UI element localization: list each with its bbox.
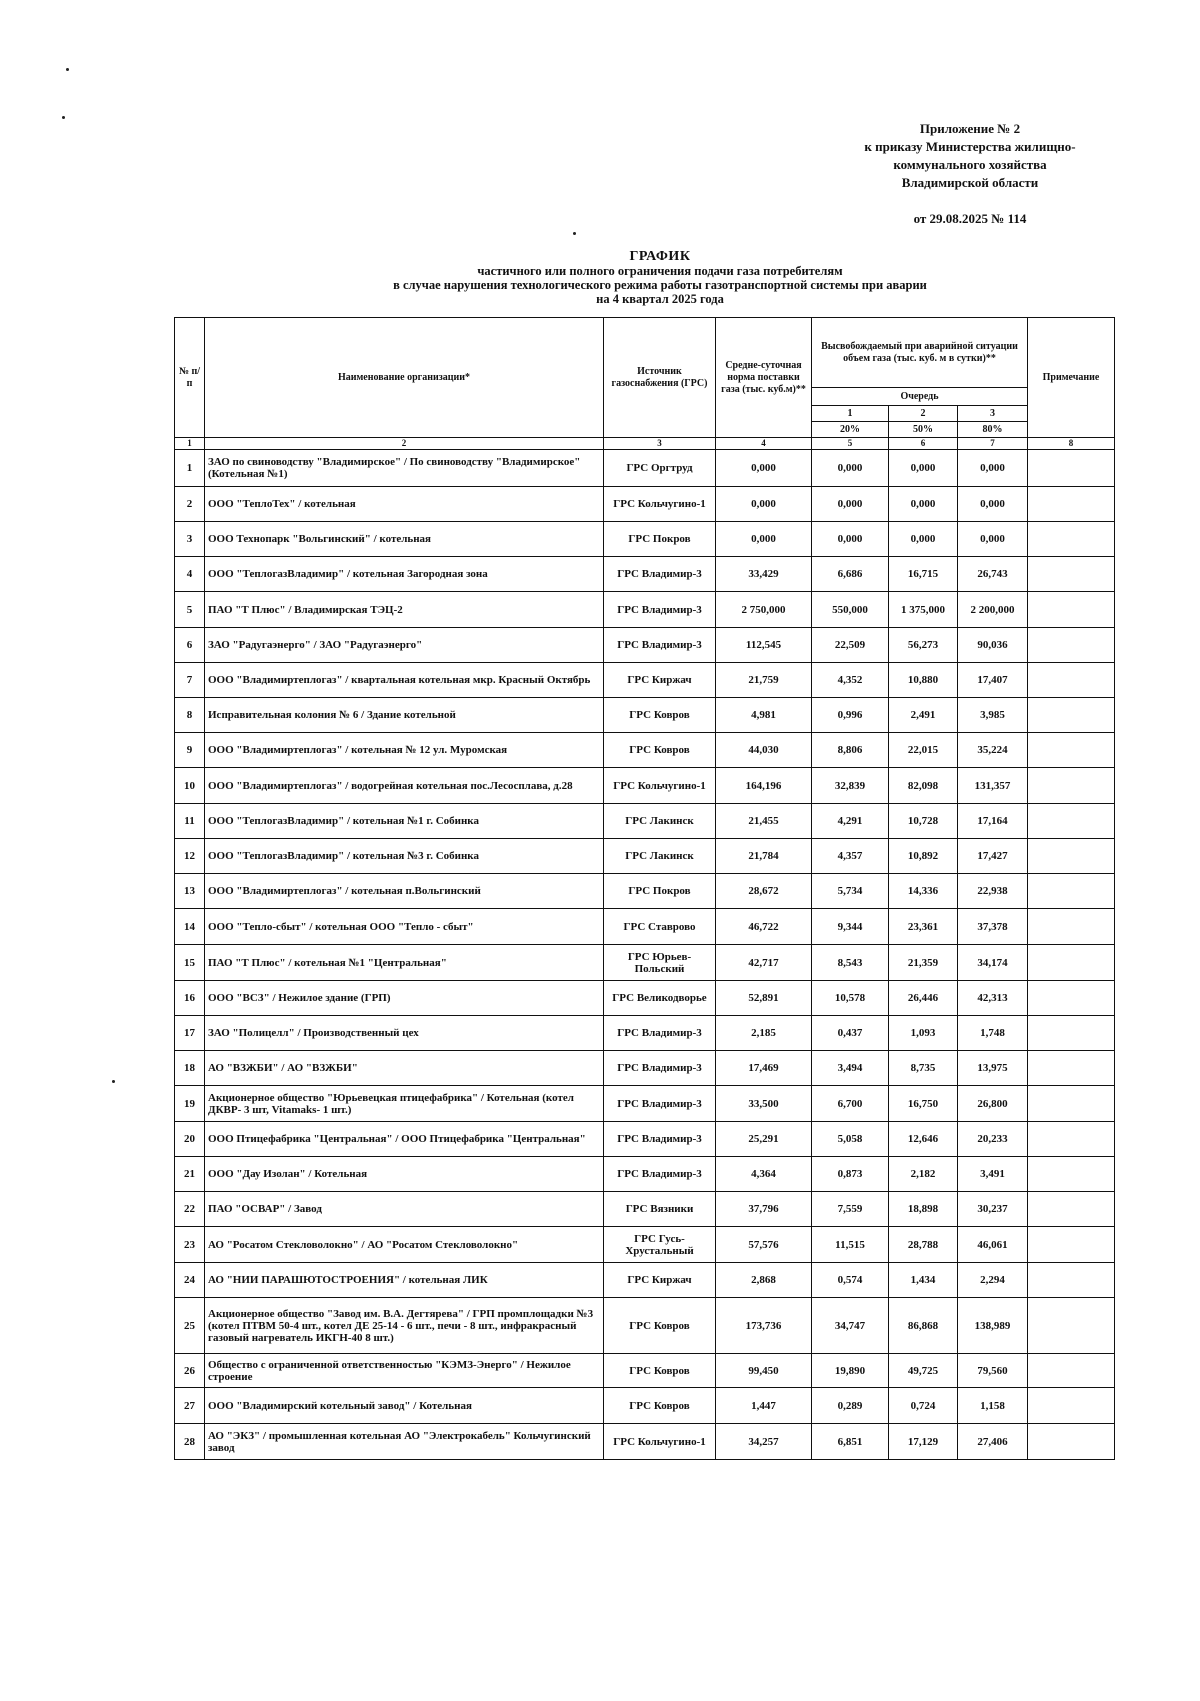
- table-row: [175, 768, 1115, 804]
- note-cell: [1028, 663, 1115, 698]
- queue-1-volume: 0,437: [812, 1016, 889, 1051]
- queue-2-volume: 2,491: [889, 698, 958, 733]
- organization-name: АО "ЭКЗ" / промышленная котельная АО "Электрокабель" Кольчугинский завод: [205, 1424, 604, 1460]
- queue-1-volume: 8,806: [812, 733, 889, 768]
- organization-name: ПАО "Т Плюс" / котельная №1 "Центральная": [205, 945, 604, 981]
- queue-3-volume: 1,748: [958, 1016, 1028, 1051]
- queue-2-volume: 10,880: [889, 663, 958, 698]
- daily-norm: 0,000: [716, 522, 812, 557]
- organization-name: ЗАО по свиноводству "Владимирское" / По свиноводству "Владимирское" (Котельная №1): [205, 450, 604, 487]
- column-number-row: [175, 438, 1115, 450]
- queue-3-volume: 35,224: [958, 733, 1028, 768]
- gas-source: ГРС Вязники: [604, 1192, 716, 1227]
- queue-1-volume: 4,291: [812, 804, 889, 839]
- note-cell: [1028, 1016, 1115, 1051]
- daily-norm: 112,545: [716, 628, 812, 663]
- header-released-volume: Высвобождаемый при аварийной ситуации объем газа (тыс. куб. м в сутки)**: [812, 318, 1028, 388]
- queue-2-volume: 1,093: [889, 1016, 958, 1051]
- queue-2-volume: 1,434: [889, 1263, 958, 1298]
- row-number: 8: [175, 698, 205, 733]
- organization-name: ПАО "Т Плюс" / Владимирская ТЭЦ-2: [205, 592, 604, 628]
- row-number: 1: [175, 450, 205, 487]
- daily-norm: 33,500: [716, 1086, 812, 1122]
- row-number: 5: [175, 592, 205, 628]
- queue-1-volume: 0,000: [812, 522, 889, 557]
- daily-norm: 0,000: [716, 450, 812, 487]
- header-source: Источник газоснабжения (ГРС): [604, 318, 716, 438]
- note-cell: [1028, 1157, 1115, 1192]
- table-row: [175, 1424, 1115, 1460]
- queue-2-volume: 14,336: [889, 874, 958, 909]
- queue-3-volume: 17,427: [958, 839, 1028, 874]
- queue-3-volume: 79,560: [958, 1354, 1028, 1388]
- queue-1-volume: 6,700: [812, 1086, 889, 1122]
- daily-norm: 21,759: [716, 663, 812, 698]
- daily-norm: 57,576: [716, 1227, 812, 1263]
- queue-3-volume: 0,000: [958, 522, 1028, 557]
- row-number: 25: [175, 1298, 205, 1354]
- queue-3-volume: 0,000: [958, 450, 1028, 487]
- appendix-line: Владимирской области: [901, 175, 1039, 190]
- queue-3-volume: 13,975: [958, 1051, 1028, 1086]
- organization-name: ООО "Владимиртеплогаз" / квартальная котельная мкр. Красный Октябрь: [205, 663, 604, 698]
- row-number: 3: [175, 522, 205, 557]
- organization-name: ООО "ТеплогазВладимир" / котельная №1 г. Собинка: [205, 804, 604, 839]
- queue-2-volume: 28,788: [889, 1227, 958, 1263]
- organization-name: ООО "Владимирский котельный завод" / Котельная: [205, 1388, 604, 1424]
- header-note: Примечание: [1028, 318, 1115, 438]
- scan-speck: [62, 116, 65, 119]
- note-cell: [1028, 945, 1115, 981]
- queue-3-volume: 2,294: [958, 1263, 1028, 1298]
- queue-3-volume: 26,743: [958, 557, 1028, 592]
- daily-norm: 33,429: [716, 557, 812, 592]
- gas-source: ГРС Кольчугино-1: [604, 487, 716, 522]
- queue-1-volume: 8,543: [812, 945, 889, 981]
- header-queue-1: 1: [812, 406, 889, 422]
- daily-norm: 37,796: [716, 1192, 812, 1227]
- table-row: [175, 628, 1115, 663]
- queue-3-volume: 2 200,000: [958, 592, 1028, 628]
- note-cell: [1028, 909, 1115, 945]
- queue-2-volume: 10,892: [889, 839, 958, 874]
- queue-2-volume: 16,715: [889, 557, 958, 592]
- queue-3-volume: 27,406: [958, 1424, 1028, 1460]
- row-number: 18: [175, 1051, 205, 1086]
- row-number: 7: [175, 663, 205, 698]
- table-row: [175, 1051, 1115, 1086]
- gas-source: ГРС Ковров: [604, 1388, 716, 1424]
- note-cell: [1028, 592, 1115, 628]
- daily-norm: 1,447: [716, 1388, 812, 1424]
- organization-name: ООО "ВСЗ" / Нежилое здание (ГРП): [205, 981, 604, 1016]
- note-cell: [1028, 981, 1115, 1016]
- note-cell: [1028, 522, 1115, 557]
- row-number: 20: [175, 1122, 205, 1157]
- heading-line: на 4 квартал 2025 года: [596, 292, 724, 306]
- gas-source: ГРС Владимир-3: [604, 557, 716, 592]
- table-row: [175, 450, 1115, 487]
- note-cell: [1028, 804, 1115, 839]
- daily-norm: 21,455: [716, 804, 812, 839]
- row-number: 22: [175, 1192, 205, 1227]
- note-cell: [1028, 557, 1115, 592]
- gas-source: ГРС Лакинск: [604, 804, 716, 839]
- appendix-block: [840, 120, 1100, 228]
- table-row: [175, 1157, 1115, 1192]
- note-cell: [1028, 1122, 1115, 1157]
- queue-1-volume: 7,559: [812, 1192, 889, 1227]
- organization-name: АО "Росатом Стекловолокно" / АО "Росатом Стекловолокно": [205, 1227, 604, 1263]
- organization-name: ЗАО "Радугаэнерго" / ЗАО "Радугаэнерго": [205, 628, 604, 663]
- row-number: 16: [175, 981, 205, 1016]
- queue-2-volume: 12,646: [889, 1122, 958, 1157]
- note-cell: [1028, 628, 1115, 663]
- note-cell: [1028, 733, 1115, 768]
- queue-2-volume: 22,015: [889, 733, 958, 768]
- queue-2-volume: 23,361: [889, 909, 958, 945]
- organization-name: Акционерное общество "Завод им. В.А. Дегтярева" / ГРП промплощадки №3 (котел ПТВМ 50-4 шт., котел ДЕ 25-14 - 6 шт., печи - 8 шт., инфракрасный газовый нагреватель ИКГН-40 8 шт.): [205, 1298, 604, 1354]
- queue-2-volume: 26,446: [889, 981, 958, 1016]
- scan-speck: [66, 68, 69, 71]
- header-norm: Средне-суточная норма поставки газа (тыс. куб.м)**: [716, 318, 812, 438]
- queue-1-volume: 32,839: [812, 768, 889, 804]
- queue-2-volume: 56,273: [889, 628, 958, 663]
- queue-1-volume: 5,058: [812, 1122, 889, 1157]
- queue-2-volume: 17,129: [889, 1424, 958, 1460]
- row-number: 9: [175, 733, 205, 768]
- organization-name: ООО "Владимиртеплогаз" / котельная № 12 ул. Муромская: [205, 733, 604, 768]
- row-number: 23: [175, 1227, 205, 1263]
- table-row: [175, 1388, 1115, 1424]
- queue-1-volume: 11,515: [812, 1227, 889, 1263]
- table-row: [175, 804, 1115, 839]
- header-queue-3: 3: [958, 406, 1028, 422]
- table-row: [175, 945, 1115, 981]
- note-cell: [1028, 839, 1115, 874]
- organization-name: ООО "ТеплогазВладимир" / котельная №3 г. Собинка: [205, 839, 604, 874]
- gas-source: ГРС Киржач: [604, 1263, 716, 1298]
- note-cell: [1028, 698, 1115, 733]
- row-number: 4: [175, 557, 205, 592]
- scan-speck: [573, 232, 576, 235]
- daily-norm: 173,736: [716, 1298, 812, 1354]
- organization-name: ПАО "ОСВАР" / Завод: [205, 1192, 604, 1227]
- column-number: 2: [205, 438, 604, 450]
- scan-speck: [112, 1080, 115, 1083]
- queue-1-volume: 0,996: [812, 698, 889, 733]
- queue-1-volume: 9,344: [812, 909, 889, 945]
- table-row: [175, 1086, 1115, 1122]
- note-cell: [1028, 1388, 1115, 1424]
- gas-source: ГРС Ковров: [604, 698, 716, 733]
- gas-source: ГРС Владимир-3: [604, 592, 716, 628]
- column-number: 7: [958, 438, 1028, 450]
- queue-3-volume: 42,313: [958, 981, 1028, 1016]
- note-cell: [1028, 1263, 1115, 1298]
- column-number: 5: [812, 438, 889, 450]
- queue-2-volume: 10,728: [889, 804, 958, 839]
- note-cell: [1028, 1354, 1115, 1388]
- appendix-line: к приказу Министерства жилищно-: [864, 139, 1076, 154]
- note-cell: [1028, 1192, 1115, 1227]
- table-row: [175, 874, 1115, 909]
- queue-1-volume: 0,000: [812, 450, 889, 487]
- queue-3-volume: 22,938: [958, 874, 1028, 909]
- note-cell: [1028, 1086, 1115, 1122]
- queue-1-volume: 34,747: [812, 1298, 889, 1354]
- queue-1-volume: 10,578: [812, 981, 889, 1016]
- table-row: [175, 698, 1115, 733]
- row-number: 2: [175, 487, 205, 522]
- queue-1-volume: 6,851: [812, 1424, 889, 1460]
- gas-source: ГРС Ставрово: [604, 909, 716, 945]
- gas-source: ГРС Покров: [604, 874, 716, 909]
- queue-1-volume: 0,000: [812, 487, 889, 522]
- order-date: от 29.08.2025 № 114: [913, 211, 1027, 226]
- table-row: [175, 1298, 1115, 1354]
- daily-norm: 52,891: [716, 981, 812, 1016]
- queue-3-volume: 20,233: [958, 1122, 1028, 1157]
- table-row: [175, 1354, 1115, 1388]
- queue-3-volume: 0,000: [958, 487, 1028, 522]
- queue-2-volume: 21,359: [889, 945, 958, 981]
- gas-source: ГРС Владимир-3: [604, 1122, 716, 1157]
- gas-source: ГРС Владимир-3: [604, 1051, 716, 1086]
- queue-3-volume: 17,407: [958, 663, 1028, 698]
- queue-1-volume: 0,574: [812, 1263, 889, 1298]
- queue-1-volume: 550,000: [812, 592, 889, 628]
- daily-norm: 164,196: [716, 768, 812, 804]
- header-percent-3: 80%: [958, 422, 1028, 438]
- row-number: 12: [175, 839, 205, 874]
- note-cell: [1028, 1298, 1115, 1354]
- appendix-title: Приложение № 2: [919, 121, 1021, 136]
- table-row: [175, 981, 1115, 1016]
- organization-name: ООО "Владимиртеплогаз" / котельная п.Вольгинский: [205, 874, 604, 909]
- daily-norm: 0,000: [716, 487, 812, 522]
- queue-3-volume: 34,174: [958, 945, 1028, 981]
- column-number: 4: [716, 438, 812, 450]
- gas-source: ГРС Кольчугино-1: [604, 1424, 716, 1460]
- table-row: [175, 1263, 1115, 1298]
- organization-name: ООО "ТеплогазВладимир" / котельная Загородная зона: [205, 557, 604, 592]
- appendix-line: коммунального хозяйства: [893, 157, 1047, 172]
- schedule-table: [174, 317, 1115, 1460]
- header-queue-2: 2: [889, 406, 958, 422]
- row-number: 19: [175, 1086, 205, 1122]
- gas-source: ГРС Владимир-3: [604, 1016, 716, 1051]
- queue-3-volume: 131,357: [958, 768, 1028, 804]
- gas-source: ГРС Владимир-3: [604, 628, 716, 663]
- row-number: 24: [175, 1263, 205, 1298]
- queue-1-volume: 4,352: [812, 663, 889, 698]
- organization-name: ООО "ТеплоТех" / котельная: [205, 487, 604, 522]
- header-percent-2: 50%: [889, 422, 958, 438]
- column-number: 3: [604, 438, 716, 450]
- gas-source: ГРС Великодворье: [604, 981, 716, 1016]
- table-row: [175, 733, 1115, 768]
- daily-norm: 44,030: [716, 733, 812, 768]
- organization-name: ООО "Владимиртеплогаз" / водогрейная котельная пос.Лесосплава, д.28: [205, 768, 604, 804]
- table-row: [175, 487, 1115, 522]
- table-row: [175, 1227, 1115, 1263]
- organization-name: АО "ВЗЖБИ" / АО "ВЗЖБИ": [205, 1051, 604, 1086]
- row-number: 10: [175, 768, 205, 804]
- column-number: 1: [175, 438, 205, 450]
- queue-3-volume: 138,989: [958, 1298, 1028, 1354]
- table-row: [175, 909, 1115, 945]
- header-number: № п/п: [175, 318, 205, 438]
- gas-source: ГРС Владимир-3: [604, 1086, 716, 1122]
- queue-1-volume: 0,289: [812, 1388, 889, 1424]
- note-cell: [1028, 1227, 1115, 1263]
- header-organization: Наименование организации*: [205, 318, 604, 438]
- table-row: [175, 663, 1115, 698]
- queue-2-volume: 16,750: [889, 1086, 958, 1122]
- note-cell: [1028, 768, 1115, 804]
- queue-1-volume: 19,890: [812, 1354, 889, 1388]
- queue-1-volume: 5,734: [812, 874, 889, 909]
- table-row: [175, 522, 1115, 557]
- row-number: 15: [175, 945, 205, 981]
- header-queue: Очередь: [812, 388, 1028, 406]
- daily-norm: 25,291: [716, 1122, 812, 1157]
- gas-source: ГРС Покров: [604, 522, 716, 557]
- note-cell: [1028, 1051, 1115, 1086]
- queue-1-volume: 3,494: [812, 1051, 889, 1086]
- queue-1-volume: 6,686: [812, 557, 889, 592]
- queue-3-volume: 3,491: [958, 1157, 1028, 1192]
- column-number: 8: [1028, 438, 1115, 450]
- gas-source: ГРС Ковров: [604, 1354, 716, 1388]
- organization-name: Общество с ограниченной ответственностью "КЭМЗ-Энерго" / Нежилое строение: [205, 1354, 604, 1388]
- daily-norm: 34,257: [716, 1424, 812, 1460]
- organization-name: ООО Технопарк "Вольгинский" / котельная: [205, 522, 604, 557]
- header-percent-1: 20%: [812, 422, 889, 438]
- queue-1-volume: 22,509: [812, 628, 889, 663]
- daily-norm: 2 750,000: [716, 592, 812, 628]
- organization-name: Акционерное общество "Юрьевецкая птицефабрика" / Котельная (котел ДКВР- 3 шт, Vitamaks- 1 шт.): [205, 1086, 604, 1122]
- note-cell: [1028, 874, 1115, 909]
- queue-3-volume: 1,158: [958, 1388, 1028, 1424]
- gas-source: ГРС Лакинск: [604, 839, 716, 874]
- table-row: [175, 1016, 1115, 1051]
- daily-norm: 99,450: [716, 1354, 812, 1388]
- queue-2-volume: 49,725: [889, 1354, 958, 1388]
- queue-2-volume: 0,000: [889, 522, 958, 557]
- queue-1-volume: 0,873: [812, 1157, 889, 1192]
- row-number: 26: [175, 1354, 205, 1388]
- organization-name: ООО Птицефабрика "Центральная" / ООО Птицефабрика "Центральная": [205, 1122, 604, 1157]
- table-row: [175, 557, 1115, 592]
- organization-name: ООО "Дау Изолан" / Котельная: [205, 1157, 604, 1192]
- gas-source: ГРС Ковров: [604, 733, 716, 768]
- organization-name: АО "НИИ ПАРАШЮТОСТРОЕНИЯ" / котельная ЛИК: [205, 1263, 604, 1298]
- queue-3-volume: 26,800: [958, 1086, 1028, 1122]
- daily-norm: 4,981: [716, 698, 812, 733]
- row-number: 21: [175, 1157, 205, 1192]
- document-title: ГРАФИК: [629, 249, 691, 264]
- row-number: 27: [175, 1388, 205, 1424]
- gas-source: ГРС Оргтруд: [604, 450, 716, 487]
- organization-name: ООО "Тепло-сбыт" / котельная ООО "Тепло - сбыт": [205, 909, 604, 945]
- daily-norm: 2,868: [716, 1263, 812, 1298]
- row-number: 28: [175, 1424, 205, 1460]
- queue-2-volume: 82,098: [889, 768, 958, 804]
- queue-1-volume: 4,357: [812, 839, 889, 874]
- document-heading: [300, 250, 1020, 306]
- heading-line: частичного или полного ограничения подачи газа потребителям: [477, 264, 843, 278]
- gas-source: ГРС Гусь-Хрустальный: [604, 1227, 716, 1263]
- queue-2-volume: 18,898: [889, 1192, 958, 1227]
- daily-norm: 46,722: [716, 909, 812, 945]
- table-row: [175, 592, 1115, 628]
- row-number: 17: [175, 1016, 205, 1051]
- row-number: 6: [175, 628, 205, 663]
- column-number: 6: [889, 438, 958, 450]
- queue-2-volume: 0,724: [889, 1388, 958, 1424]
- gas-source: ГРС Юрьев-Польский: [604, 945, 716, 981]
- table-row: [175, 1122, 1115, 1157]
- queue-2-volume: 86,868: [889, 1298, 958, 1354]
- daily-norm: 42,717: [716, 945, 812, 981]
- daily-norm: 4,364: [716, 1157, 812, 1192]
- queue-2-volume: 0,000: [889, 487, 958, 522]
- row-number: 11: [175, 804, 205, 839]
- queue-3-volume: 3,985: [958, 698, 1028, 733]
- queue-3-volume: 30,237: [958, 1192, 1028, 1227]
- table-row: [175, 839, 1115, 874]
- queue-2-volume: 8,735: [889, 1051, 958, 1086]
- queue-3-volume: 37,378: [958, 909, 1028, 945]
- row-number: 14: [175, 909, 205, 945]
- gas-source: ГРС Владимир-3: [604, 1157, 716, 1192]
- table-row: [175, 1192, 1115, 1227]
- queue-2-volume: 0,000: [889, 450, 958, 487]
- note-cell: [1028, 487, 1115, 522]
- queue-3-volume: 90,036: [958, 628, 1028, 663]
- organization-name: ЗАО "Полицелл" / Производственный цех: [205, 1016, 604, 1051]
- heading-line: в случае нарушения технологического режима работы газотранспортной системы при аварии: [393, 278, 927, 292]
- note-cell: [1028, 1424, 1115, 1460]
- row-number: 13: [175, 874, 205, 909]
- daily-norm: 17,469: [716, 1051, 812, 1086]
- daily-norm: 28,672: [716, 874, 812, 909]
- queue-2-volume: 1 375,000: [889, 592, 958, 628]
- gas-source: ГРС Ковров: [604, 1298, 716, 1354]
- queue-2-volume: 2,182: [889, 1157, 958, 1192]
- note-cell: [1028, 450, 1115, 487]
- daily-norm: 2,185: [716, 1016, 812, 1051]
- queue-3-volume: 46,061: [958, 1227, 1028, 1263]
- daily-norm: 21,784: [716, 839, 812, 874]
- queue-3-volume: 17,164: [958, 804, 1028, 839]
- organization-name: Исправительная колония № 6 / Здание котельной: [205, 698, 604, 733]
- gas-source: ГРС Киржач: [604, 663, 716, 698]
- gas-source: ГРС Кольчугино-1: [604, 768, 716, 804]
